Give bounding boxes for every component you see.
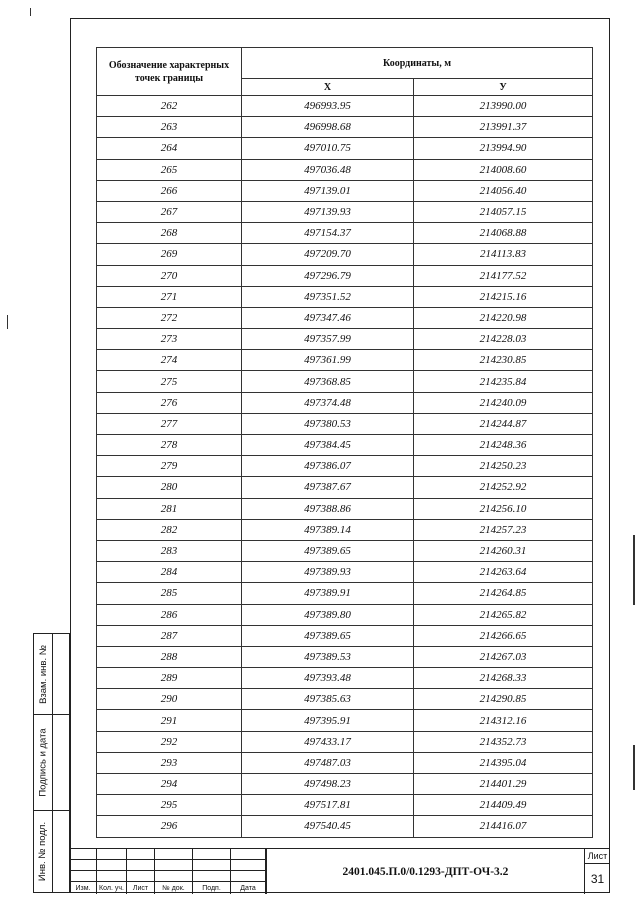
table-row bbox=[97, 201, 593, 222]
cell-y: 214113.83 bbox=[414, 244, 593, 265]
cell-y: 214257.23 bbox=[414, 519, 593, 540]
cell-x: 497368.85 bbox=[242, 371, 414, 392]
cell-x: 497387.67 bbox=[242, 477, 414, 498]
stamp-cell bbox=[70, 849, 97, 860]
cell-point: 278 bbox=[97, 435, 242, 456]
table-row bbox=[97, 265, 593, 286]
cell-point: 267 bbox=[97, 201, 242, 222]
table-row bbox=[97, 350, 593, 371]
cell-y: 214235.84 bbox=[414, 371, 593, 392]
table-row bbox=[97, 244, 593, 265]
header-y: У bbox=[414, 79, 593, 96]
cell-point: 288 bbox=[97, 646, 242, 667]
table-row bbox=[97, 562, 593, 583]
cell-y: 214250.23 bbox=[414, 456, 593, 477]
cell-y: 214260.31 bbox=[414, 540, 593, 561]
cell-x: 497386.07 bbox=[242, 456, 414, 477]
cell-y: 214230.85 bbox=[414, 350, 593, 371]
table-row bbox=[97, 413, 593, 434]
table-row bbox=[97, 286, 593, 307]
cell-y: 213990.00 bbox=[414, 96, 593, 117]
cell-y: 214240.09 bbox=[414, 392, 593, 413]
cell-point: 263 bbox=[97, 117, 242, 138]
side-vzam-inv bbox=[34, 634, 69, 715]
table-row bbox=[97, 456, 593, 477]
stamp-caption: Подп. bbox=[193, 882, 231, 894]
cell-x: 496998.68 bbox=[242, 117, 414, 138]
table-row bbox=[97, 816, 593, 837]
cell-point: 285 bbox=[97, 583, 242, 604]
coordinates-table bbox=[96, 47, 593, 838]
stamp-cell bbox=[231, 860, 266, 871]
cell-point: 275 bbox=[97, 371, 242, 392]
table-row bbox=[97, 774, 593, 795]
cell-x: 497374.48 bbox=[242, 392, 414, 413]
side-label-podpis: Подпись и дата bbox=[37, 727, 49, 797]
cell-point: 266 bbox=[97, 180, 242, 201]
stamp-cell bbox=[70, 871, 97, 882]
side-label-vzam: Взам. инв. № bbox=[37, 644, 49, 704]
cell-x: 497036.48 bbox=[242, 159, 414, 180]
cell-x: 497357.99 bbox=[242, 329, 414, 350]
cell-y: 214401.29 bbox=[414, 774, 593, 795]
cell-y: 213994.90 bbox=[414, 138, 593, 159]
table-row bbox=[97, 180, 593, 201]
table-row bbox=[97, 540, 593, 561]
stamp-cell bbox=[70, 860, 97, 871]
stamp-caption: № док. bbox=[155, 882, 193, 894]
stamp-cell bbox=[127, 849, 155, 860]
table-row bbox=[97, 583, 593, 604]
cell-point: 289 bbox=[97, 668, 242, 689]
stamp-cell bbox=[193, 849, 231, 860]
cell-point: 276 bbox=[97, 392, 242, 413]
cell-y: 214409.49 bbox=[414, 795, 593, 816]
table-row bbox=[97, 96, 593, 117]
document-code: 2401.045.П.0/0.1293-ДПТ-ОЧ-3.2 bbox=[266, 849, 584, 894]
cell-y: 214057.15 bbox=[414, 201, 593, 222]
table-row bbox=[97, 223, 593, 244]
stamp-cell bbox=[231, 849, 266, 860]
cell-point: 277 bbox=[97, 413, 242, 434]
cell-point: 273 bbox=[97, 329, 242, 350]
cell-y: 214264.85 bbox=[414, 583, 593, 604]
cell-y: 214008.60 bbox=[414, 159, 593, 180]
cell-y: 214256.10 bbox=[414, 498, 593, 519]
cell-x: 497389.65 bbox=[242, 540, 414, 561]
cell-point: 279 bbox=[97, 456, 242, 477]
cell-x: 497388.86 bbox=[242, 498, 414, 519]
table-row bbox=[97, 689, 593, 710]
cell-x: 497498.23 bbox=[242, 774, 414, 795]
stamp-cell bbox=[97, 860, 127, 871]
cell-point: 294 bbox=[97, 774, 242, 795]
cell-y: 214265.82 bbox=[414, 604, 593, 625]
cell-y: 214263.64 bbox=[414, 562, 593, 583]
stamp-cell bbox=[155, 860, 193, 871]
cell-x: 497393.48 bbox=[242, 668, 414, 689]
table-row bbox=[97, 307, 593, 328]
table-row bbox=[97, 117, 593, 138]
scan-mark bbox=[633, 535, 635, 605]
side-stamp bbox=[33, 633, 70, 893]
stamp-cell bbox=[127, 860, 155, 871]
stamp-caption: Изм. bbox=[70, 882, 97, 894]
table-row bbox=[97, 477, 593, 498]
stamp-cell bbox=[193, 860, 231, 871]
cell-y: 214395.04 bbox=[414, 752, 593, 773]
cell-x: 497139.01 bbox=[242, 180, 414, 201]
cell-point: 286 bbox=[97, 604, 242, 625]
cell-x: 497384.45 bbox=[242, 435, 414, 456]
cell-x: 497540.45 bbox=[242, 816, 414, 837]
cell-y: 214244.87 bbox=[414, 413, 593, 434]
cell-y: 214267.03 bbox=[414, 646, 593, 667]
cell-y: 214220.98 bbox=[414, 307, 593, 328]
table-row bbox=[97, 731, 593, 752]
side-label-inv: Инв. № подл. bbox=[37, 821, 49, 881]
header-point: Обозначение характерных точек границы bbox=[97, 48, 242, 96]
cell-point: 284 bbox=[97, 562, 242, 583]
cell-y: 214416.07 bbox=[414, 816, 593, 837]
cell-point: 272 bbox=[97, 307, 242, 328]
cell-point: 269 bbox=[97, 244, 242, 265]
side-podpis-data bbox=[34, 714, 69, 811]
cell-x: 497389.14 bbox=[242, 519, 414, 540]
cell-x: 497389.53 bbox=[242, 646, 414, 667]
stamp-caption: Дата bbox=[231, 882, 266, 894]
cell-y: 214248.36 bbox=[414, 435, 593, 456]
stamp-cell bbox=[231, 871, 266, 882]
table-row bbox=[97, 710, 593, 731]
sheet-box bbox=[584, 849, 610, 894]
cell-y: 213991.37 bbox=[414, 117, 593, 138]
cell-point: 265 bbox=[97, 159, 242, 180]
header-x: X bbox=[242, 79, 414, 96]
cell-y: 214068.88 bbox=[414, 223, 593, 244]
cell-x: 497347.46 bbox=[242, 307, 414, 328]
cell-x: 497385.63 bbox=[242, 689, 414, 710]
cell-x: 497296.79 bbox=[242, 265, 414, 286]
cell-point: 291 bbox=[97, 710, 242, 731]
cell-x: 497154.37 bbox=[242, 223, 414, 244]
cell-x: 497380.53 bbox=[242, 413, 414, 434]
sheet-label: Лист bbox=[585, 849, 610, 864]
cell-x: 497139.93 bbox=[242, 201, 414, 222]
cell-point: 274 bbox=[97, 350, 242, 371]
cell-y: 214177.52 bbox=[414, 265, 593, 286]
table-row bbox=[97, 752, 593, 773]
sheet-number: 31 bbox=[590, 872, 605, 886]
stamp-cell bbox=[193, 871, 231, 882]
cell-point: 270 bbox=[97, 265, 242, 286]
table-row bbox=[97, 604, 593, 625]
stamp-cell bbox=[155, 849, 193, 860]
cell-point: 296 bbox=[97, 816, 242, 837]
cell-point: 293 bbox=[97, 752, 242, 773]
table-row bbox=[97, 435, 593, 456]
cell-x: 496993.95 bbox=[242, 96, 414, 117]
cell-y: 214268.33 bbox=[414, 668, 593, 689]
cell-x: 497389.91 bbox=[242, 583, 414, 604]
title-block bbox=[70, 848, 610, 893]
cell-x: 497517.81 bbox=[242, 795, 414, 816]
cell-y: 214312.16 bbox=[414, 710, 593, 731]
scan-mark bbox=[7, 315, 8, 329]
cell-x: 497361.99 bbox=[242, 350, 414, 371]
cell-point: 268 bbox=[97, 223, 242, 244]
cell-point: 271 bbox=[97, 286, 242, 307]
cell-point: 262 bbox=[97, 96, 242, 117]
table-row bbox=[97, 159, 593, 180]
cell-point: 264 bbox=[97, 138, 242, 159]
table-row bbox=[97, 392, 593, 413]
cell-x: 497389.65 bbox=[242, 625, 414, 646]
cell-point: 283 bbox=[97, 540, 242, 561]
cell-y: 214056.40 bbox=[414, 180, 593, 201]
cell-x: 497433.17 bbox=[242, 731, 414, 752]
cell-x: 497389.93 bbox=[242, 562, 414, 583]
cell-x: 497395.91 bbox=[242, 710, 414, 731]
stamp-caption: Лист bbox=[127, 882, 155, 894]
stamp-cell bbox=[127, 871, 155, 882]
table-row bbox=[97, 519, 593, 540]
cell-y: 214290.85 bbox=[414, 689, 593, 710]
cell-x: 497487.03 bbox=[242, 752, 414, 773]
cell-x: 497209.70 bbox=[242, 244, 414, 265]
cell-point: 292 bbox=[97, 731, 242, 752]
table-row bbox=[97, 668, 593, 689]
table-row bbox=[97, 329, 593, 350]
cell-y: 214215.16 bbox=[414, 286, 593, 307]
table-row bbox=[97, 646, 593, 667]
stamp-cell bbox=[97, 849, 127, 860]
table-row bbox=[97, 795, 593, 816]
side-inv-podl bbox=[34, 810, 69, 892]
cell-y: 214228.03 bbox=[414, 329, 593, 350]
table-row bbox=[97, 138, 593, 159]
cell-point: 287 bbox=[97, 625, 242, 646]
table-row bbox=[97, 498, 593, 519]
stamp-cell bbox=[97, 871, 127, 882]
cell-point: 281 bbox=[97, 498, 242, 519]
scan-mark bbox=[633, 745, 635, 790]
cell-x: 497010.75 bbox=[242, 138, 414, 159]
cell-x: 497351.52 bbox=[242, 286, 414, 307]
cell-x: 497389.80 bbox=[242, 604, 414, 625]
table-row bbox=[97, 371, 593, 392]
stamp-caption: Кол. уч. bbox=[97, 882, 127, 894]
cell-point: 295 bbox=[97, 795, 242, 816]
cell-point: 282 bbox=[97, 519, 242, 540]
header-coordinates: Координаты, м bbox=[242, 48, 593, 79]
stamp-cell bbox=[155, 871, 193, 882]
table-row bbox=[97, 625, 593, 646]
cell-y: 214352.73 bbox=[414, 731, 593, 752]
cell-point: 290 bbox=[97, 689, 242, 710]
scan-mark bbox=[30, 8, 31, 16]
cell-y: 214252.92 bbox=[414, 477, 593, 498]
cell-point: 280 bbox=[97, 477, 242, 498]
cell-y: 214266.65 bbox=[414, 625, 593, 646]
